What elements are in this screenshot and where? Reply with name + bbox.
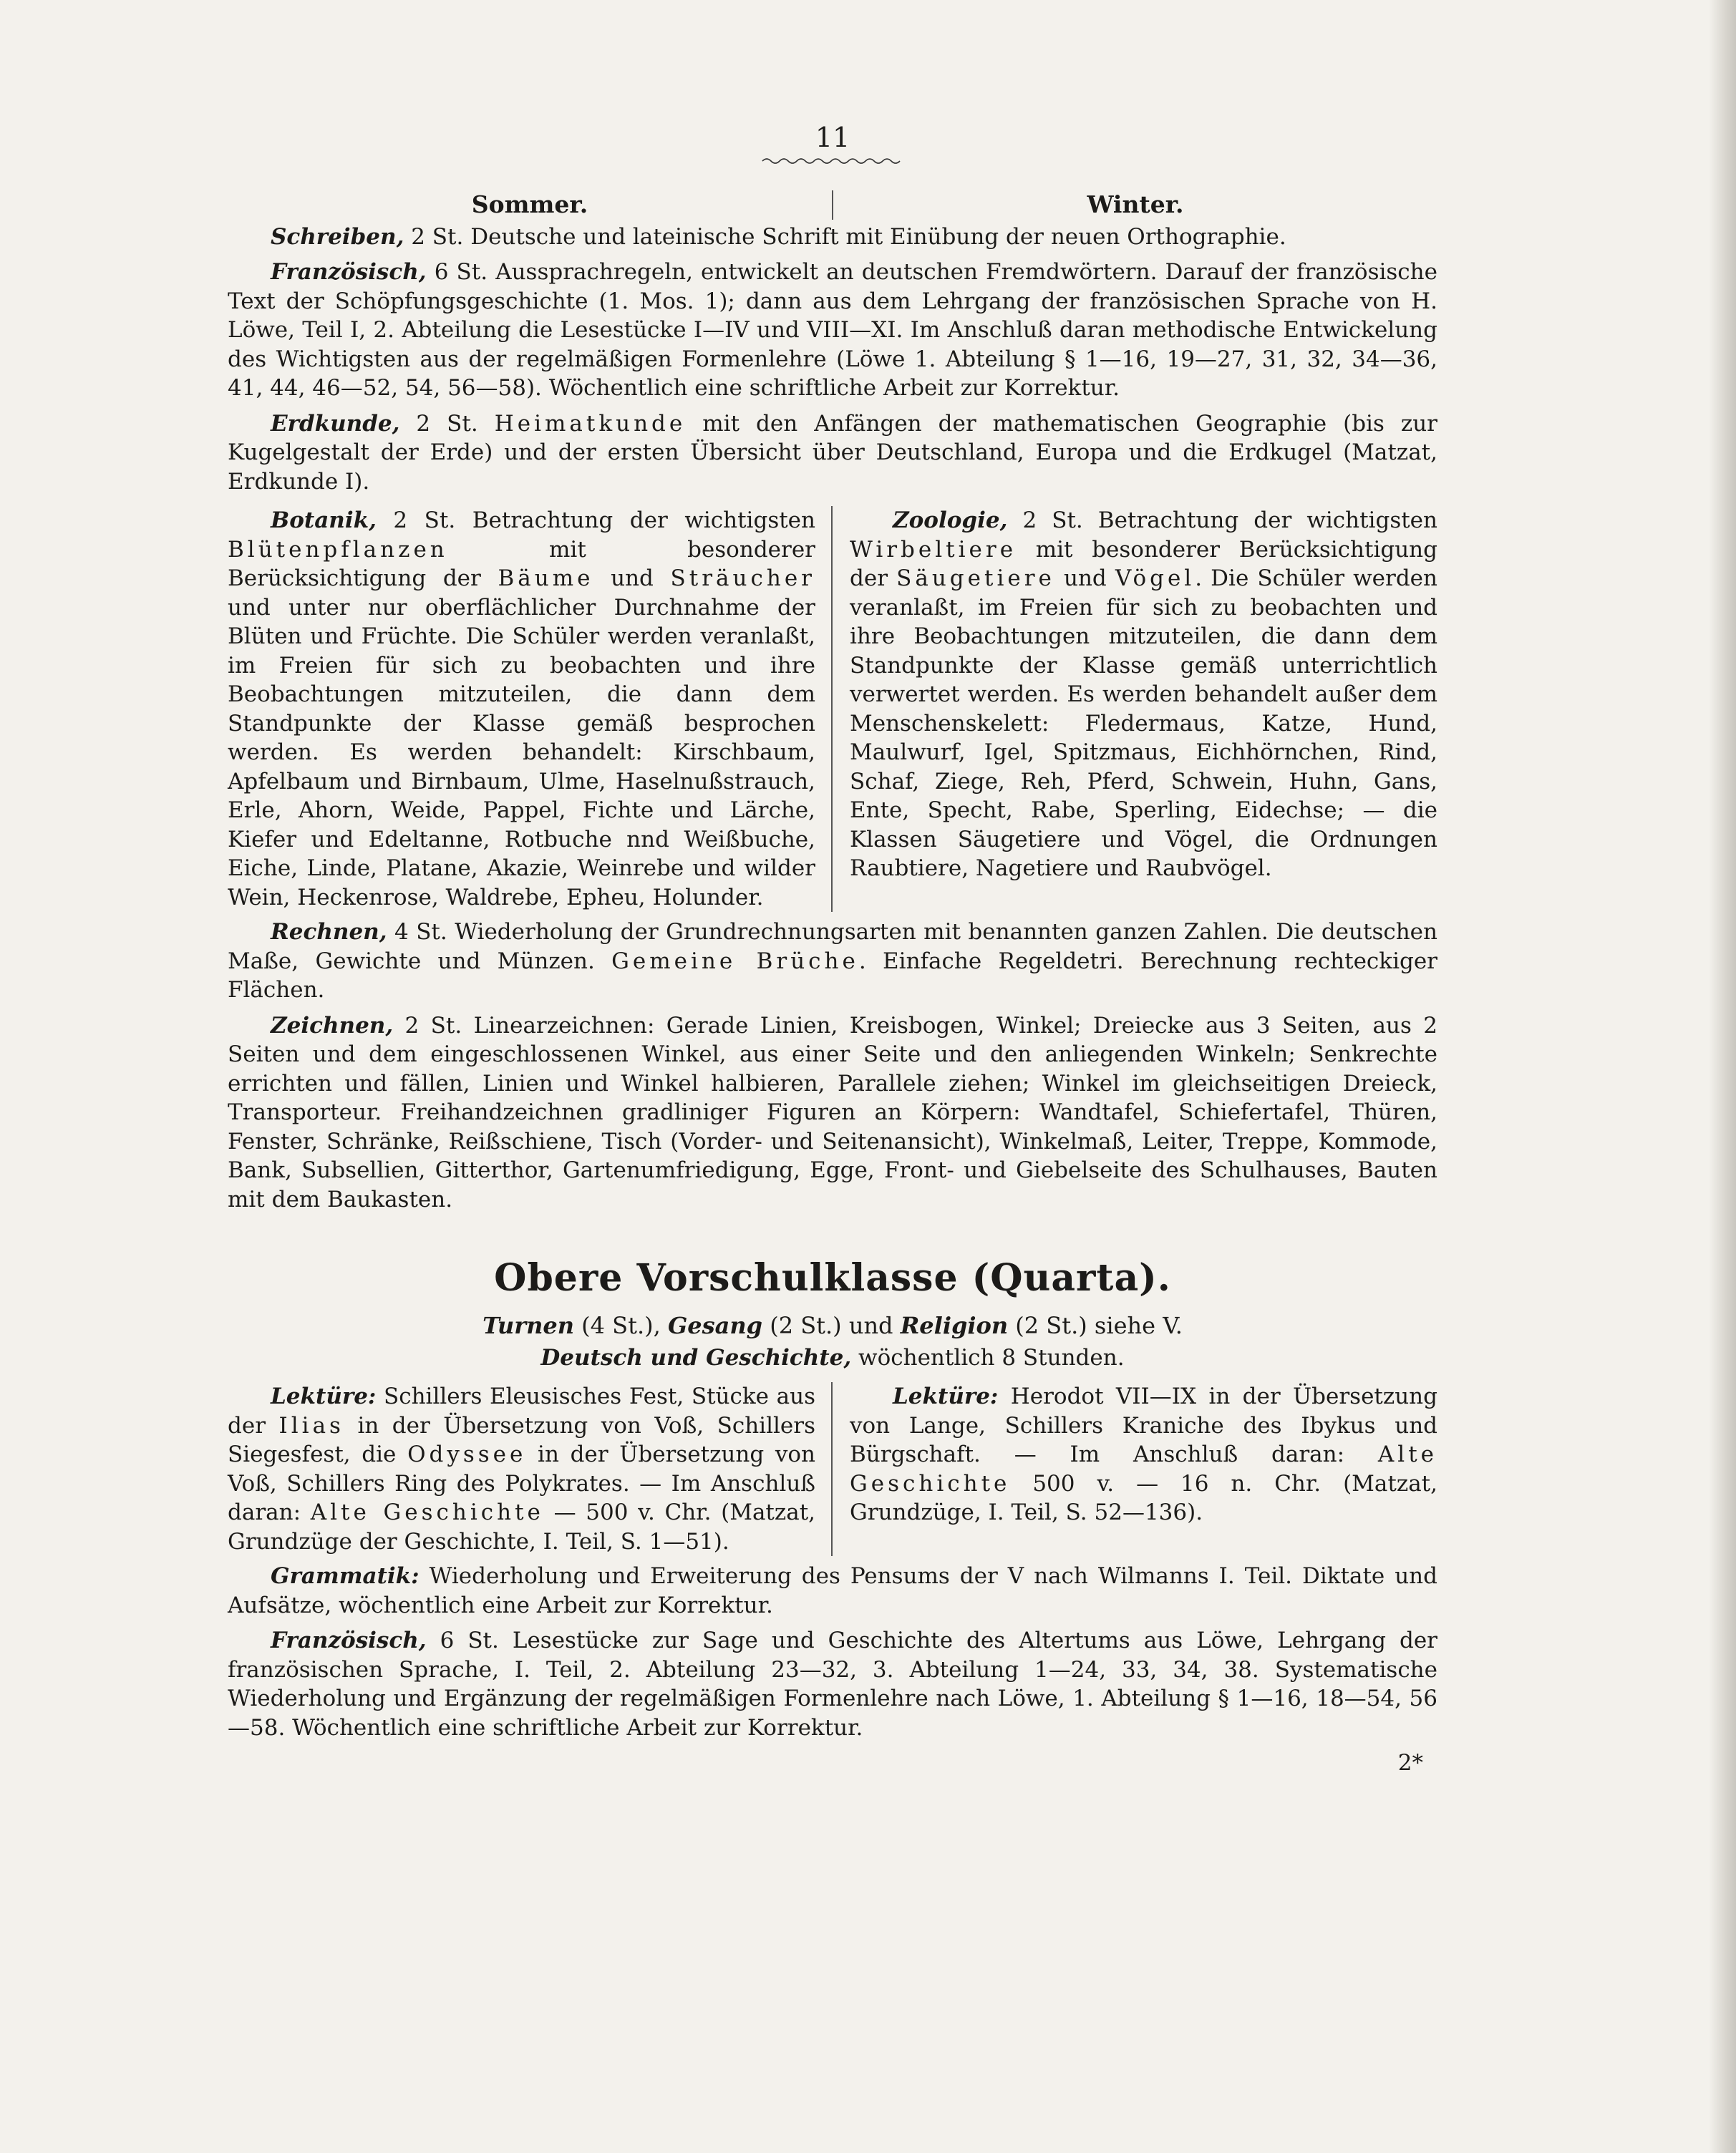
season-summer: Sommer. <box>228 190 833 220</box>
spaced-straeucher: Sträucher <box>670 565 815 591</box>
section-title-quarta: Obere Vorschulklasse (Quarta). <box>494 1256 1171 1300</box>
spaced-voegel: Vögel <box>1115 565 1196 591</box>
text-lektuere-left-b: in der Übersetzung von Voß, Schillers Siegesfest, die <box>228 1412 815 1467</box>
column-zoologie <box>833 506 1437 912</box>
text-botanik-a: 2 St. Betrachtung der wichtigsten <box>376 507 815 533</box>
text-zoologie-b: mit besonderer Berücksichtigung der <box>850 536 1437 591</box>
label-franzoesisch-quarta: Französisch, <box>271 1628 427 1653</box>
label-erdkunde: Erdkunde, <box>271 410 400 437</box>
spaced-saeugetiere: Säugetiere <box>896 565 1055 591</box>
signature-mark: 2* <box>1397 1750 1423 1776</box>
label-zoologie: Zoologie, <box>893 507 1008 533</box>
text-franzoesisch-quarta: 6 St. Lesestücke zur Sage und Geschichte des Altertums aus Löwe, Lehrgang der französischen Sprache, I. Teil, 2. Abteilung 23—32, 3. Abteilung 1—24, 33, 34, 38. Systematische Wiederholung und Ergänzung der regelmäßigen Formenlehre nach Löwe, 1. Abteilung § 1—16, 18—54, 56—58. Wöchentlich eine schriftliche Arbeit zur Korrektur. <box>228 1628 1437 1741</box>
paragraph-rechnen <box>228 918 1437 1005</box>
label-gesang: Gesang <box>667 1312 763 1339</box>
paragraph-grammatik <box>228 1562 1437 1620</box>
text-religion: (2 St.) siehe V. <box>1008 1312 1183 1339</box>
paragraph-franzoesisch-quarta <box>228 1626 1437 1742</box>
spaced-bluetenpflanzen: Blütenpflanzen <box>228 536 448 563</box>
paragraph-botanik <box>228 506 815 912</box>
text-schreiben: 2 St. Deutsche und lateinische Schrift mit Einübung der neuen Orthographie. <box>404 223 1286 250</box>
text-lektuere-left-a: Schillers Eleusisches Fest, Stücke aus der <box>228 1384 815 1439</box>
paragraph-lektuere-left <box>228 1382 815 1556</box>
paragraph-erdkunde <box>228 409 1437 497</box>
label-grammatik: Grammatik: <box>271 1563 420 1589</box>
text-gesang: (2 St.) und <box>762 1312 901 1339</box>
ornament-squiggle <box>761 156 904 166</box>
spaced-gemeine-brueche: Gemeine Brüche <box>611 948 859 974</box>
label-deutsch-geschichte: Deutsch und Geschichte, <box>540 1344 852 1371</box>
text-franzoesisch: 6 St. Aussprachregeln, entwickelt an deutschen Fremdwörtern. Darauf der französische Text der Schöpfungsgeschichte (1. Mos. 1); dann aus dem Lehrgang der französischen Sprache von H. Löwe, Teil I, 2. Abteilung die Lesestücke I—IV und VIII—XI. Im Anschluß daran methodische Entwickelung des Wichtigsten aus der regelmäßigen Formenlehre (Löwe 1. Abteilung § 1—16, 19—27, 31, 32, 34—36, 41, 44, 46—52, 54, 56—58). Wöchentlich eine schriftliche Arbeit zur Korrektur. <box>228 259 1437 401</box>
text-lektuere-left-d: — 500 v. Chr. (Matzat, Grundzüge der Geschichte, I. Teil, S. 1—51). <box>228 1500 816 1555</box>
text-erdkunde-b: mit den Anfängen der mathematischen Geographie (bis zur Kugelgestalt der Erde) und der ersten Übersicht über Deutschland, Europa und die Erdkugel (Matzat, Erdkunde I). <box>228 410 1437 495</box>
line-turnen-gesang-religion <box>228 1311 1437 1341</box>
text-lektuere-left-c: in der Übersetzung von Voß, Schillers Ring des Polykrates. — Im Anschluß daran: <box>228 1442 815 1525</box>
text-botanik-d: und unter nur oberflächlicher Durchnahme der Blüten und Früchte. Die Schüler werden veranlaßt, im Freien für sich zu beobachten und ihre Beobachtungen mitzuteilen, die dann dem Standpunkte der Klasse gemäß besprochen werden. Es werden behandelt: Kirschbaum, Apfelbaum und Birnbaum, Ulme, Haselnußstrauch, Erle, Ahorn, Weide, Pappel, Fichte und Lärche, Kiefer und Edeltanne, Rotbuche nnd Weißbuche, Eiche, Linde, Platane, Akazie, Weinrebe und wilder Wein, Heckenrose, Waldrebe, Epheu, Holunder. <box>228 594 815 910</box>
spaced-alte-geschichte-right: Alte Geschichte <box>850 1442 1437 1497</box>
text-rechnen-b: . Einfache Regeldetri. Berechnung rechteckiger Flächen. <box>228 948 1437 1003</box>
text-lektuere-right-a: Herodot VII—IX in der Übersetzung von Lange, Schillers Kraniche des Ibykus und Bürgschaft. — Im Anschluß daran: <box>850 1384 1437 1467</box>
page-number: 11 <box>815 122 850 153</box>
paragraph-zeichnen <box>228 1011 1437 1215</box>
spaced-alte-geschichte-left: Alte Geschichte <box>310 1500 544 1525</box>
page-content <box>228 122 1437 1778</box>
text-botanik-b: mit besonderer Berücksichtigung der <box>228 536 815 591</box>
text-zoologie-d: . Die Schüler werden veranlaßt, im Freien für sich zu beobachten und ihre Beobachtungen mitzuteilen, die dann dem Standpunkte der Klasse gemäß unterrichtlich verwertet werden. Es werden behandelt außer dem Menschenskelett: Fledermaus, Katze, Hund, Maulwurf, Igel, Spitzmaus, Eichhörnchen, Rind, Schaf, Ziege, Reh, Pferd, Schwein, Huhn, Gans, Ente, Specht, Rabe, Sperling, Eidechse; — die Klassen Säugetiere und Vögel, die Ordnungen Raubtiere, Nagetiere und Raubvögel. <box>850 565 1437 881</box>
text-zeichnen: 2 St. Linearzeichnen: Gerade Linien, Kreisbogen, Winkel; Dreiecke aus 3 Seiten, aus 2 Seiten und dem eingeschlossenen Winkel, aus einer Seite und den anliegenden Winkeln; Senkrechte errichten und fällen, Linien und Winkel halbieren, Parallele ziehen; Winkel im gleichseitigen Dreieck, Transporteur. Freihandzeichnen gradliniger Figuren an Körpern: Wandtafel, Schiefertafel, Thüren, Fenster, Schränke, Reißschiene, Tisch (Vorder- und Seitenansicht), Winkelmaß, Leiter, Treppe, Kommode, Bank, Subsellien, Gitterthor, Gartenumfriedigung, Egge, Front- und Giebelseite des Schulhauses, Bauten mit dem Baukasten. <box>228 1012 1437 1212</box>
page-edge-shadow <box>1709 0 1736 2153</box>
text-deutsch-geschichte: wöchentlich 8 Stunden. <box>851 1344 1125 1371</box>
text-zoologie-c: und <box>1054 565 1115 591</box>
spaced-heimatkunde: Heimatkunde <box>494 410 687 437</box>
column-botanik <box>228 506 833 912</box>
label-franzoesisch: Französisch, <box>271 259 427 285</box>
column-lektuere-right <box>833 1382 1437 1556</box>
spaced-wirbeltiere: Wirbeltiere <box>850 536 1017 563</box>
botanik-zoologie-columns <box>228 506 1437 912</box>
text-grammatik: Wiederholung und Erweiterung des Pensums der V nach Wilmanns I. Teil. Diktate und Aufsätze, wöchentlich eine Arbeit zur Korrektur. <box>228 1563 1437 1618</box>
label-botanik: Botanik, <box>271 507 377 533</box>
text-botanik-c: und <box>593 565 671 591</box>
label-zeichnen: Zeichnen, <box>271 1012 394 1039</box>
lektuere-columns <box>228 1382 1437 1556</box>
label-turnen: Turnen <box>483 1312 574 1339</box>
text-rechnen-a: 4 St. Wiederholung der Grundrechnungsarten mit benannten ganzen Zahlen. Die deutschen Maße, Gewichte und Münzen. <box>228 919 1437 974</box>
column-lektuere-left <box>228 1382 833 1556</box>
line-deutsch-geschichte <box>228 1343 1437 1373</box>
label-lektuere-right: Lektüre: <box>893 1384 999 1409</box>
label-rechnen: Rechnen, <box>271 919 387 945</box>
text-lektuere-right-b: 500 v. — 16 n. Chr. (Matzat, Grundzüge, I. Teil, S. 52—136). <box>850 1470 1437 1525</box>
label-schreiben: Schreiben, <box>271 223 404 250</box>
paragraph-schreiben <box>228 223 1437 252</box>
label-lektuere-left: Lektüre: <box>271 1384 377 1409</box>
text-turnen: (4 St.), <box>573 1312 668 1339</box>
text-erdkunde-a: 2 St. <box>399 410 495 437</box>
paragraph-zoologie <box>850 506 1437 883</box>
label-religion: Religion <box>900 1312 1009 1339</box>
spaced-odyssee: Odyssee <box>407 1442 527 1467</box>
paragraph-lektuere-right <box>850 1382 1437 1527</box>
text-zoologie-a: 2 St. Betrachtung der wichtigsten <box>1007 507 1437 533</box>
season-header <box>228 190 1437 220</box>
season-winter: Winter. <box>1087 190 1184 218</box>
paragraph-franzoesisch <box>228 258 1437 403</box>
spaced-ilias: Ilias <box>278 1412 344 1439</box>
spaced-baeume: Bäume <box>498 565 594 591</box>
